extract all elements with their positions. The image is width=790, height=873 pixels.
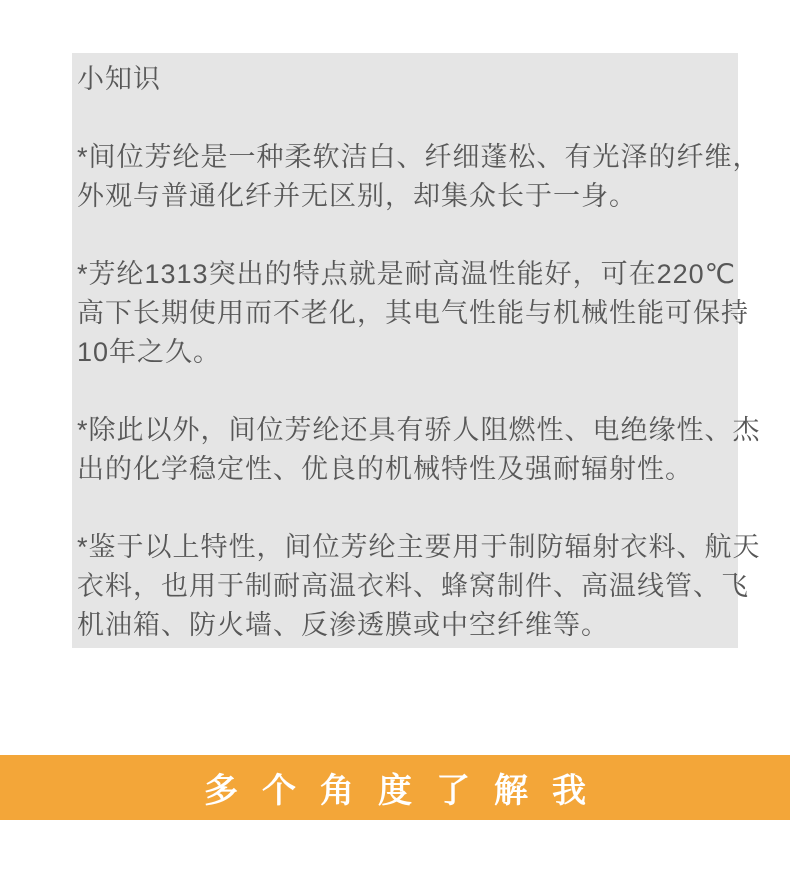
paragraph-line: 10年之久。 [77,337,222,367]
paragraph-line: *鉴于以上特性，间位芳纶主要用于制防辐射衣料、航天 [77,532,761,562]
paragraph-line: 外观与普通化纤并无区别，却集众长于一身。 [77,181,637,211]
paragraph-applications [77,528,761,645]
paragraph-line: 高下长期使用而不老化，其电气性能与机械性能可保持 [77,298,749,328]
paragraph-line: 出的化学稳定性、优良的机械特性及强耐辐射性。 [77,454,693,484]
paragraph-line: 机油箱、防火墙、反渗透膜或中空纤维等。 [77,610,609,640]
paragraph-line: *除此以外，间位芳纶还具有骄人阻燃性、电绝缘性、杰 [77,415,761,445]
paragraph-other-properties [77,411,761,489]
banner-label: 多个角度了解我 [204,772,610,810]
knowledge-box-title: 小知识 [77,64,161,94]
paragraph-line: *芳纶1313突出的特点就是耐高温性能好，可在220℃ [77,259,736,289]
paragraph-fiber-description [77,138,761,216]
paragraph-heat-resistance [77,255,749,372]
paragraph-line: 衣料，也用于制耐高温衣料、蜂窝制件、高温线管、飞 [77,571,749,601]
knowledge-box [72,53,761,648]
bottom-banner [0,755,790,820]
paragraph-line: *间位芳纶是一种柔软洁白、纤细蓬松、有光泽的纤维， [77,142,761,172]
